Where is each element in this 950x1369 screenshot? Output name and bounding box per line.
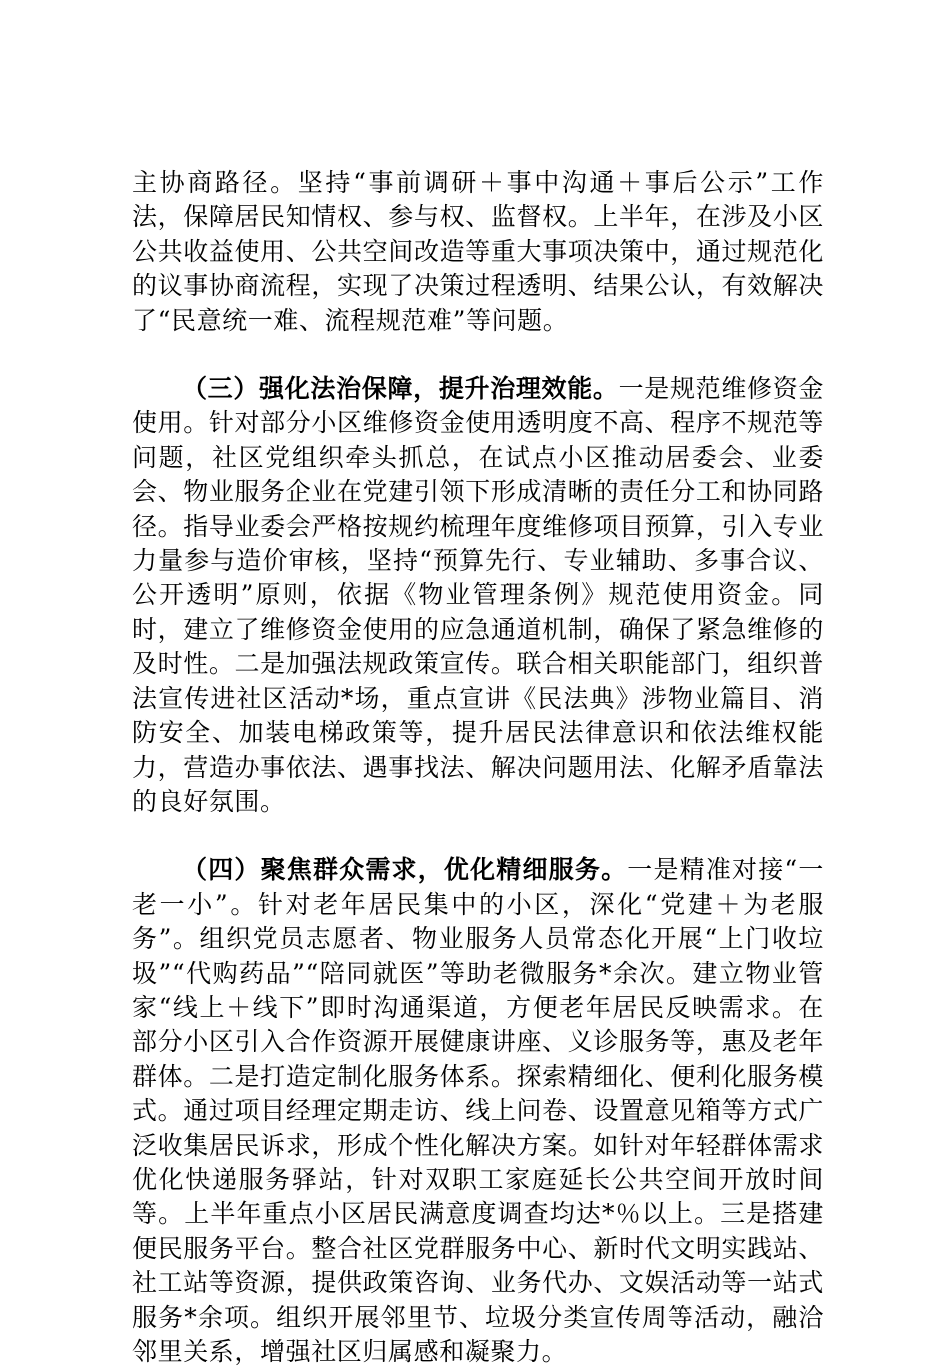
- paragraph-continuation: [132, 166, 824, 338]
- paragraph-text: 主协商路径。坚持“事前调研＋事中沟通＋事后公示”工作法，保障居民知情权、参与权、监督权。上半年，在涉及小区公共收益使用、公共空间改造等重大事项决策中，通过规范化的议事协商流程，实现了决策过程透明、结果公认，有效解决了“民意统一难、流程规范难”等问题。: [132, 168, 824, 335]
- paragraph-spacer: [132, 819, 824, 853]
- document-body: [132, 166, 824, 1369]
- section-heading-4: （四）聚焦群众需求，优化精细服务。: [182, 855, 628, 885]
- paragraph-text: 一是规范维修资金使用。针对部分小区维修资金使用透明度不高、程序不规范等问题，社区党组织牵头抓总，在试点小区推动居委会、业委会、物业服务企业在党建引领下形成清晰的责任分工和协同路径。指导业委会严格按规约梳理年度维修项目预算，引入专业力量参与造价审核，坚持“预算先行、专业辅助、多事合议、公开透明”原则，依据《物业管理条例》规范使用资金。同时，建立了维修资金使用的应急通道机制，确保了紧急维修的及时性。二是加强法规政策宣传。联合相关职能部门，组织普法宣传进社区活动*场，重点宣讲《民法典》涉物业篇目、消防安全、加装电梯政策等，提升居民法律意识和依法维权能力，营造办事依法、遇事找法、解决问题用法、化解矛盾靠法的良好氛围。: [132, 374, 824, 816]
- paragraph-section-3: [132, 372, 824, 819]
- section-heading-3: （三）强化法治保障，提升治理效能。: [182, 374, 619, 404]
- paragraph-section-4: [132, 853, 824, 1369]
- paragraph-text: 一是精准对接“一老一小”。针对老年居民集中的小区，深化“党建＋为老服务”。组织党员志愿者、物业服务人员常态化开展“上门收垃圾”“代购药品”“陪同就医”等助老微服务*余次。建立物业管家“线上＋线下”即时沟通渠道，方便老年居民反映需求。在部分小区引入合作资源开展健康讲座、义诊服务等，惠及老年群体。二是打造定制化服务体系。探索精细化、便利化服务模式。通过项目经理定期走访、线上问卷、设置意见箱等方式广泛收集居民诉求，形成个性化解决方案。如针对年轻群体需求优化快递服务驿站，针对双职工家庭延长公共空间开放时间等。上半年重点小区居民满意度调查均达*％以上。三是搭建便民服务平台。整合社区党群服务中心、新时代文明实践站、社工站等资源，提供政策咨询、业务代办、文娱活动等一站式服务*余项。组织开展邻里节、垃圾分类宣传周等活动，融洽邻里关系，增强社区归属感和凝聚力。: [132, 855, 824, 1366]
- paragraph-spacer: [132, 338, 824, 372]
